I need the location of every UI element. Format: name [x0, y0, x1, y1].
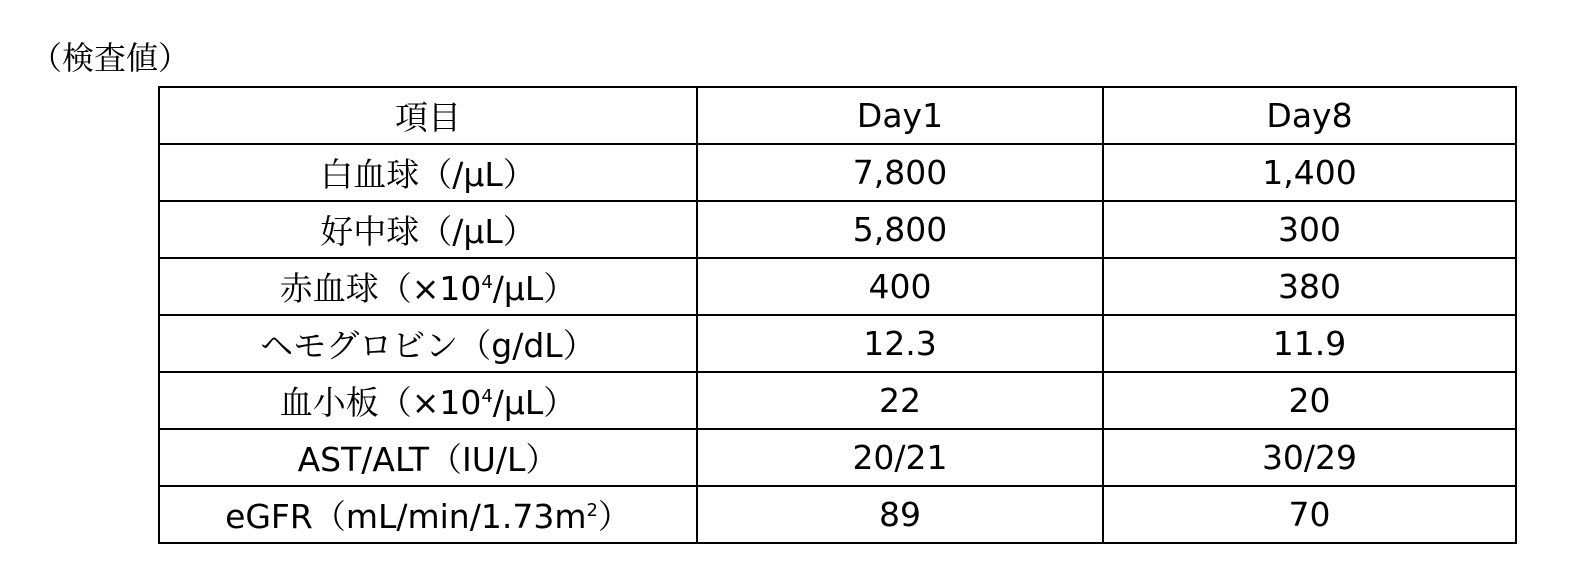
table-row — [159, 144, 1516, 201]
row-day8-platelet: 20 — [1103, 372, 1516, 429]
header-day1: Day1 — [697, 87, 1103, 144]
row-day1-rbc: 400 — [697, 258, 1103, 315]
table-row — [159, 486, 1516, 543]
row-day8-egfr: 70 — [1103, 486, 1516, 543]
table-row — [159, 201, 1516, 258]
row-day8-neutrophil: 300 — [1103, 201, 1516, 258]
row-item-neutrophil: 好中球（/μL） — [159, 201, 697, 258]
row-day8-ast-alt: 30/29 — [1103, 429, 1516, 486]
row-item-rbc: 赤血球$(\times 10^4/\mu L)$ — [159, 258, 697, 315]
row-day1-ast-alt: 20/21 — [697, 429, 1103, 486]
row-day1-platelet: 22 — [697, 372, 1103, 429]
header-day8: Day8 — [1103, 87, 1516, 144]
header-item: 項目 — [159, 87, 697, 144]
table-row — [159, 258, 1516, 315]
row-item-wbc: 白血球（/μL） — [159, 144, 697, 201]
row-day1-hemoglobin: 12.3 — [697, 315, 1103, 372]
row-day1-wbc: 7,800 — [697, 144, 1103, 201]
row-item-egfr: $eGFR(mL/\min/1.73m^2)$ — [159, 486, 697, 543]
table-row — [159, 429, 1516, 486]
row-item-ast-alt: AST/ALT（IU/L） — [159, 429, 697, 486]
row-day1-egfr: 89 — [697, 486, 1103, 543]
row-day8-rbc: 380 — [1103, 258, 1516, 315]
table-row — [159, 372, 1516, 429]
row-item-hemoglobin: ヘモグロビン（g/dL） — [159, 315, 697, 372]
row-day8-wbc: 1,400 — [1103, 144, 1516, 201]
row-item-platelet: 血小板$(\times 10^4/\mu L)$ — [159, 372, 697, 429]
lab-values-table — [158, 86, 1517, 544]
row-day8-hemoglobin: 11.9 — [1103, 315, 1516, 372]
row-day1-neutrophil: 5,800 — [697, 201, 1103, 258]
table-header-row — [159, 87, 1516, 144]
table-row — [159, 315, 1516, 372]
section-title: （検査値） — [30, 39, 191, 77]
